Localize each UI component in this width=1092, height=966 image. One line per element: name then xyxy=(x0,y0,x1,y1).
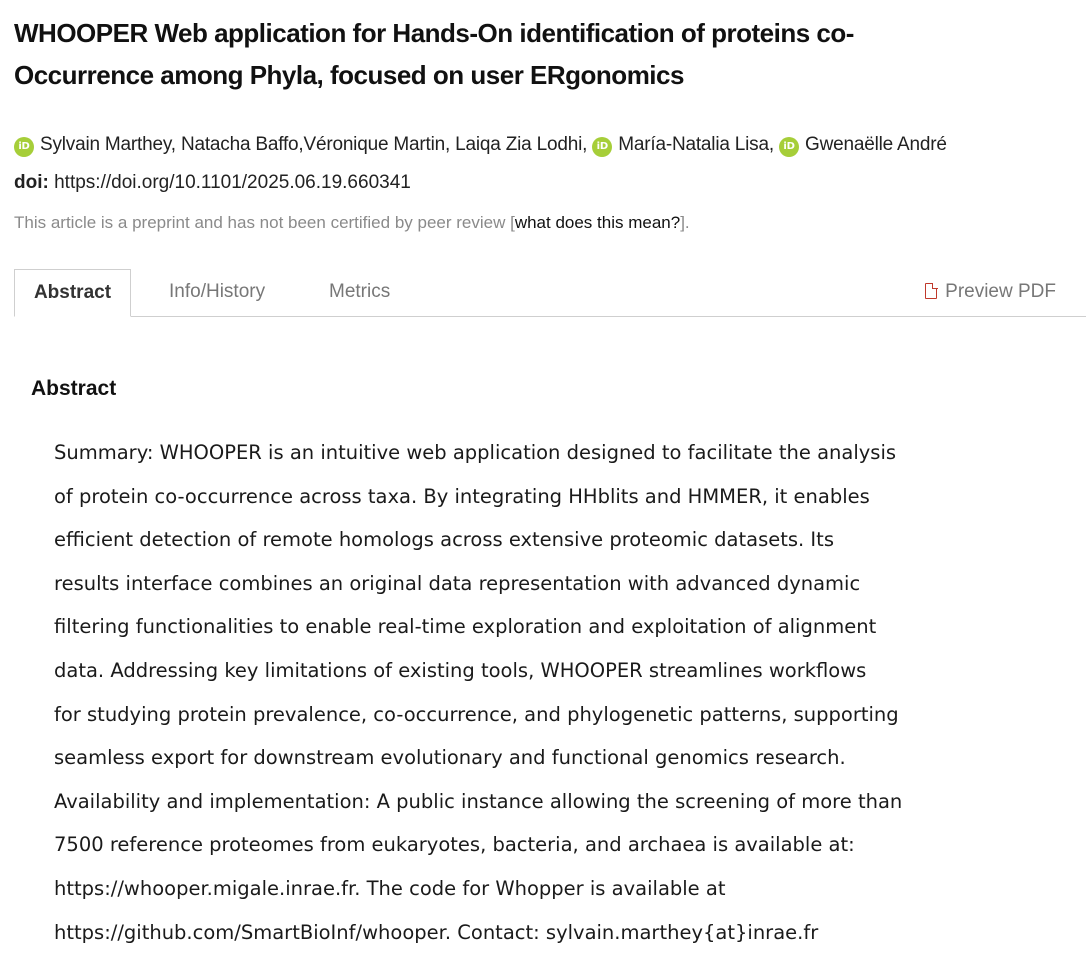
tab-abstract[interactable]: Abstract xyxy=(14,269,131,317)
doi-label: doi: xyxy=(14,172,49,193)
abstract-line: results interface combines an original data representation with advanced dynamic xyxy=(54,571,861,595)
author-name[interactable]: Gwenaëlle André xyxy=(805,134,947,155)
author-name[interactable]: Véronique Martin, xyxy=(303,134,451,155)
preprint-notice-text: This article is a preprint and has not been certified by peer review [ xyxy=(14,213,515,232)
abstract-line: for studying protein prevalence, co-occurrence, and phylogenetic patterns, supporting xyxy=(54,702,899,726)
abstract-text xyxy=(54,431,1074,954)
preprint-notice xyxy=(14,209,690,237)
orcid-icon[interactable]: iD xyxy=(14,137,34,157)
author-name[interactable]: Sylvain Marthey, xyxy=(40,134,176,155)
abstract-line: https://whooper.migale.inrae.fr. The code for Whopper is available at xyxy=(54,876,726,900)
tab-info-history[interactable]: Info/History xyxy=(169,281,266,302)
author-name[interactable]: Laiqa Zia Lodhi, xyxy=(455,134,588,155)
article-title xyxy=(14,12,1074,96)
orcid-icon[interactable]: iD xyxy=(779,137,799,157)
doi-link[interactable]: https://doi.org/10.1101/2025.06.19.660341 xyxy=(54,172,411,193)
doi-line xyxy=(14,169,411,197)
tab-metrics[interactable]: Metrics xyxy=(329,281,391,302)
abstract-heading: Abstract xyxy=(31,377,117,400)
pdf-file-icon xyxy=(925,283,937,299)
author-name[interactable]: Natacha Baffo, xyxy=(180,134,304,155)
orcid-icon[interactable]: iD xyxy=(592,137,612,157)
article-tabs xyxy=(14,269,1086,317)
preview-pdf-label: Preview PDF xyxy=(945,281,1056,302)
author-name[interactable]: María-Natalia Lisa, xyxy=(618,134,774,155)
abstract-line: filtering functionalities to enable real-time exploration and exploitation of alignment xyxy=(54,615,877,639)
article-title-line-1: WHOOPER Web application for Hands-On identification of proteins co- xyxy=(14,18,854,48)
abstract-line: Summary: WHOOPER is an intuitive web application designed to facilitate the analysis xyxy=(54,441,897,464)
abstract-line: seamless export for downstream evolutionary and functional genomics research. xyxy=(54,746,846,770)
article-title-line-2: Occurrence among Phyla, focused on user ERgonomics xyxy=(14,60,684,90)
abstract-line: https://github.com/SmartBioInf/whooper. Contact: sylvain.marthey{at}inrae.fr xyxy=(54,920,819,944)
preprint-notice-end: ]. xyxy=(680,213,690,232)
abstract-line: Availability and implementation: A public instance allowing the screening of more than xyxy=(54,789,903,813)
what-does-this-mean-link[interactable]: what does this mean? xyxy=(514,213,681,232)
abstract-line: efficient detection of remote homologs across extensive proteomic datasets. Its xyxy=(54,528,834,552)
author-list xyxy=(14,131,1092,159)
abstract-line: of protein co-occurrence across taxa. By integrating HHblits and HMMER, it enables xyxy=(54,484,870,508)
abstract-line: data. Addressing key limitations of existing tools, WHOOPER streamlines workflows xyxy=(54,658,867,682)
preview-pdf-button[interactable] xyxy=(925,269,1056,315)
abstract-line: 7500 reference proteomes from eukaryotes, bacteria, and archaea is available at: xyxy=(54,833,855,857)
